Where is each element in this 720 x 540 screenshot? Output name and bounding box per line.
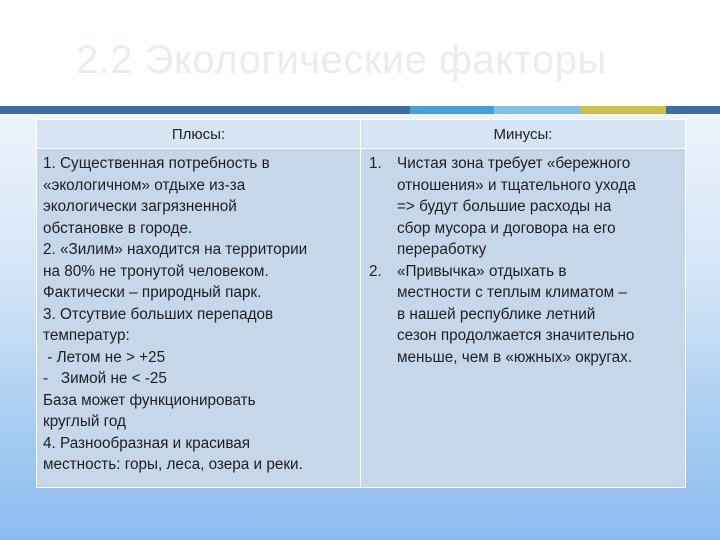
cons-line: местности с теплым климатом – — [397, 284, 627, 301]
pros-line: База может функционировать — [43, 391, 256, 409]
pros-line: 4. Разнообразная и красивая — [43, 434, 251, 452]
pros-line: - Летом не > +25 — [43, 348, 166, 366]
slide-title: 2.2 Экологические факторы — [76, 38, 607, 82]
cons-list — [367, 153, 679, 368]
pros-cell — [37, 149, 361, 488]
pros-cons-table — [36, 119, 686, 488]
pros-line: на 80% не тронутой человеком. — [43, 262, 269, 280]
cons-line: Чистая зона требует «бережного — [397, 155, 631, 172]
cons-line: в нашей республике летний — [397, 305, 596, 323]
pros-header: Плюсы: — [37, 120, 361, 149]
cons-line: «Привычка» отдыхать в — [397, 262, 567, 280]
accent-bar-segment — [410, 106, 494, 114]
pros-line: 3. Отсутвие больших перепадов — [43, 305, 274, 323]
slide-header — [0, 0, 720, 106]
pros-line: 1. Существенная потребность в — [43, 155, 270, 172]
accent-bar-segment — [580, 106, 666, 114]
pros-line: Фактически – природный парк. — [43, 284, 262, 301]
accent-bar-segment — [0, 106, 410, 114]
cons-line: отношения» и тщательного ухода — [397, 176, 636, 194]
pros-line: обстановке в городе. — [43, 219, 193, 237]
pros-line: 2. «Зилим» находится на территории — [43, 241, 308, 258]
cons-line: меньше, чем в «южных» округах. — [397, 348, 633, 366]
cons-header: Минусы: — [361, 120, 686, 149]
cons-line: переработку — [397, 241, 487, 258]
accent-bar-segment — [666, 106, 720, 114]
pros-line: экологически загрязненной — [43, 198, 237, 215]
cons-item-number: 2. — [369, 262, 382, 280]
cons-item — [367, 261, 679, 369]
pros-line: - Зимой не < -25 — [43, 370, 167, 387]
cons-line: сбор мусора и договора на его — [397, 219, 616, 237]
pros-line: температур: — [43, 327, 130, 344]
cons-cell — [361, 149, 686, 488]
cons-item-number: 1. — [369, 155, 382, 172]
pros-line: местность: горы, леса, озера и реки. — [43, 456, 303, 473]
cons-item — [367, 153, 679, 261]
pros-line: «экологичном» отдыхе из-за — [43, 176, 246, 194]
cons-line: => будут большие расходы на — [397, 198, 612, 215]
accent-bar-segment — [494, 106, 580, 114]
pros-line: круглый год — [43, 413, 126, 430]
cons-line: сезон продолжается значительно — [397, 327, 635, 344]
